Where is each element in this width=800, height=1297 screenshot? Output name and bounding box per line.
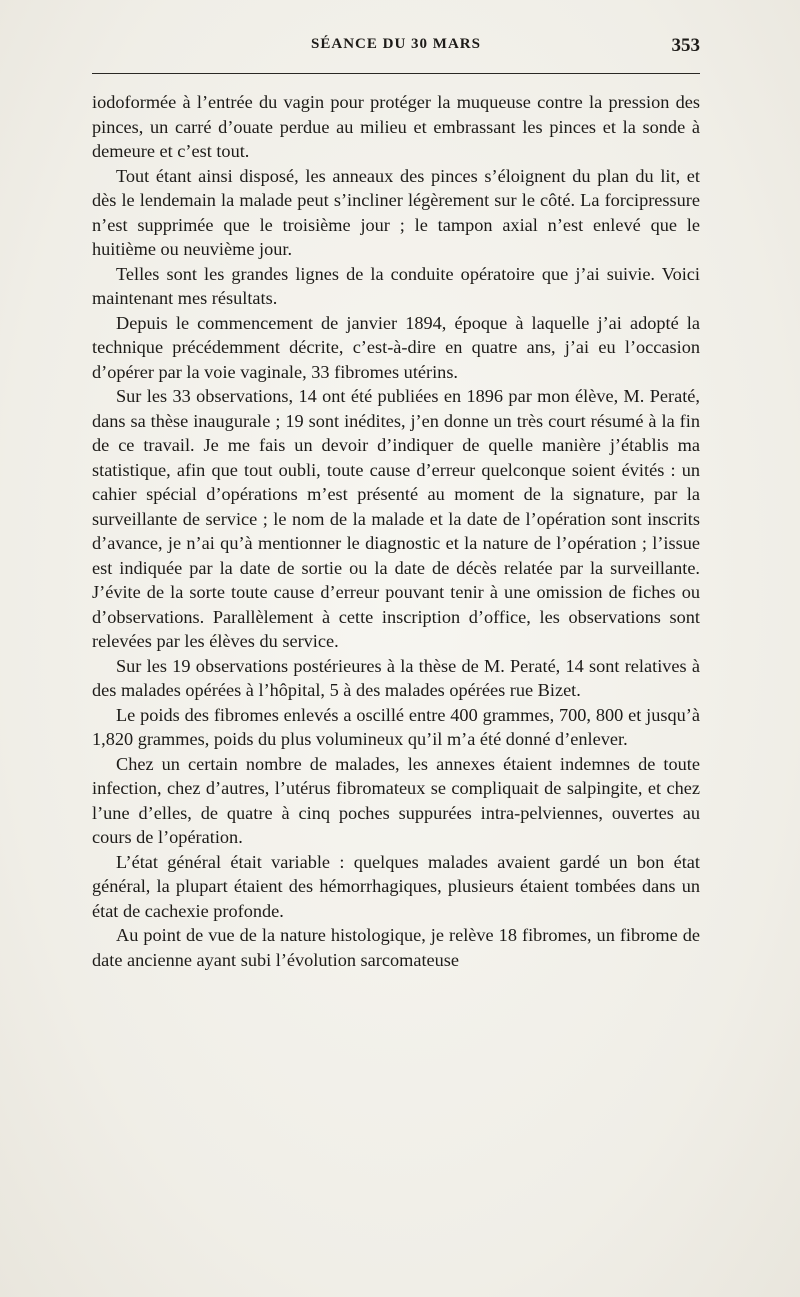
paragraph: Chez un certain nombre de malades, les annexes étaient indemnes de toute infection, chez d’autres, l’utérus fibromateux se compliquait de salpingite, et chez l’une d’elles, de quatre à cinq poches suppurées intra-pelviennes, ouvertes au cours de l’opération. xyxy=(92,753,700,847)
paragraph: Tout étant ainsi disposé, les anneaux des pinces s’éloignent du plan du lit, et dès le lendemain la malade peut s’incliner légèrement sur le côté. La forcipressure n’est supprimée que le troisième jour ; le tampon axial n’est enlevé que le huitième ou neuvième jour. xyxy=(92,165,700,259)
paragraph: iodoformée à l’entrée du vagin pour protéger la muqueuse contre la pression des pinces, un carré d’ouate perdue au milieu et embrassant les pinces et la sonde à demeure et c’est tout. xyxy=(92,92,700,161)
body-text xyxy=(92,90,700,972)
paragraph: Sur les 33 observations, 14 ont été publiées en 1896 par mon élève, M. Peraté, dans sa thèse inaugurale ; 19 sont inédites, j’en donne un très court résumé à la fin de ce travail. Je me fais un devoir d’indiquer de quelle manière j’établis ma statistique, afin que tout oubli, toute cause d’erreur quelconque soient évités : un cahier spécial d’opérations m’est présenté au moment de la signature, par la surveillante de service ; le nom de la malade et la date de l’opération sont inscrits d’avance, je n’ai qu’à mentionner le diagnostic et la nature de l’opération ; l’issue est indiquée par la date de sortie ou la date de décès relatée par la surveillante. J’évite de la sorte toute cause d’erreur pouvant tenir à une omission de fiches ou d’observations. Parallèlement à cette inscription d’office, les observations sont relevées par les élèves du service. xyxy=(92,386,700,651)
page-number: 353 xyxy=(671,35,700,56)
paragraph: Telles sont les grandes lignes de la conduite opératoire que j’ai suivie. Voici maintenant mes résultats. xyxy=(92,263,700,308)
paragraph: Depuis le commencement de janvier 1894, époque à laquelle j’ai adopté la technique précédemment décrite, c’est-à-dire en quatre ans, j’ai eu l’occasion d’opérer par la voie vaginale, 33 fibromes utérins. xyxy=(92,312,700,382)
paragraph: Au point de vue de la nature histologique, je relève 18 fibromes, un fibrome de date ancienne ayant subi l’évolution sarcomateuse xyxy=(92,925,700,970)
running-title: SÉANCE DU 30 MARS xyxy=(311,36,481,52)
header-rule xyxy=(92,73,700,74)
page-header xyxy=(92,36,700,58)
paragraph: Le poids des fibromes enlevés a oscillé entre 400 grammes, 700, 800 et jusqu’à 1,820 grammes, poids du plus volumineux qu’il m’a été donné d’enlever. xyxy=(92,704,700,749)
paragraph: Sur les 19 observations postérieures à la thèse de M. Peraté, 14 sont relatives à des malades opérées à l’hôpital, 5 à des malades opérées rue Bizet. xyxy=(92,655,700,700)
paragraph: L’état général était variable : quelques malades avaient gardé un bon état général, la plupart étaient des hémorrhagiques, plusieurs étaient tombées dans un état de cachexie profonde. xyxy=(92,851,700,921)
